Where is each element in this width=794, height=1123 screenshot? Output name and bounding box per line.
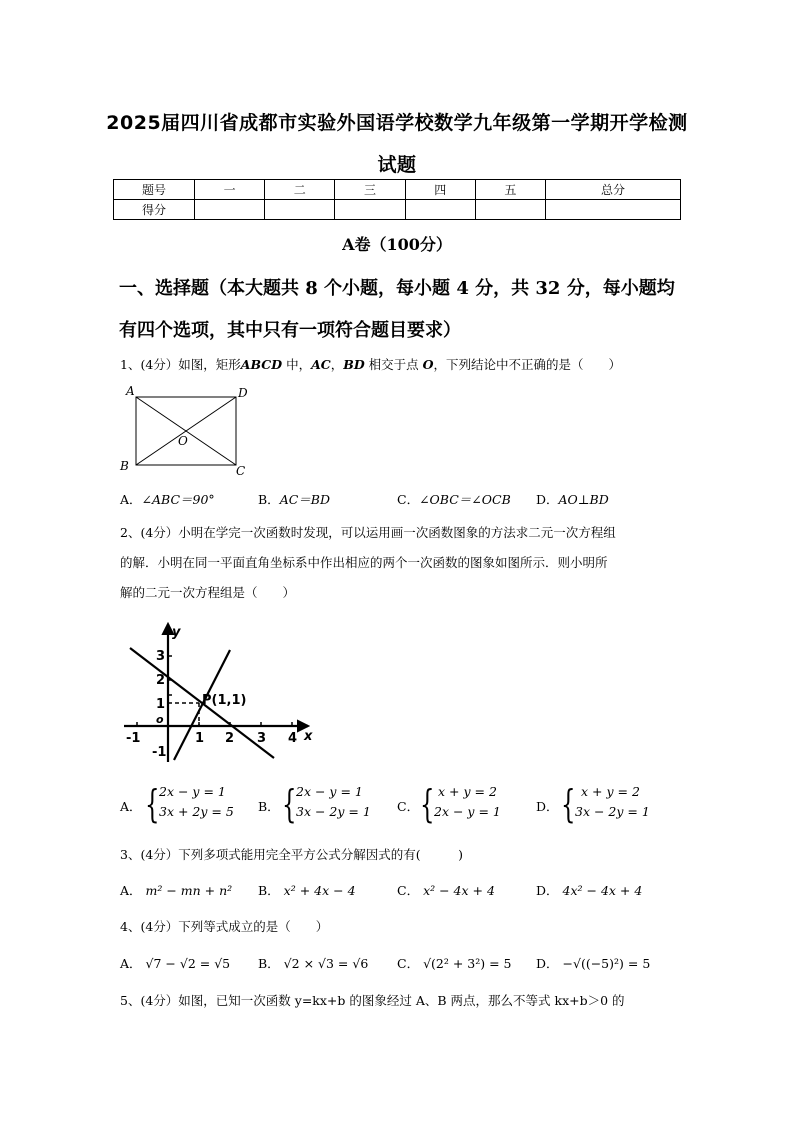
coordinate-graph (118, 620, 318, 770)
score-cell: 题号 (114, 180, 195, 200)
y-tick-neg1: -1 (152, 745, 167, 760)
q2-a-eq1: 2x − y = 1 (159, 784, 226, 799)
question-2-line3: 解的二元一次方程组是（ ） (120, 585, 296, 600)
question-2-line2: 的解．小明在同一平面直角坐标系中作出相应的两个一次函数的图象如图所示．则小明所 (120, 555, 608, 570)
q2-option-b-label[interactable]: B． (258, 799, 280, 814)
q2-option-a-label[interactable]: A． (120, 799, 142, 814)
q4-option-d-label: D． (536, 956, 559, 971)
question-5: 5、(4分）如图，已知一次函数 y=kx+b 的图象经过 A、B 两点，那么不等式 kx+b＞0 的 (120, 993, 625, 1008)
score-table-header-row (114, 180, 681, 200)
q1-bd: BD (343, 357, 365, 372)
score-input-cell[interactable] (265, 200, 335, 220)
section-a-heading: A卷（100分） (342, 235, 452, 254)
x-tick-neg1: -1 (126, 731, 141, 746)
page-title: 2025届四川省成都市实验外国语学校数学九年级第一学期开学检测 (106, 112, 688, 134)
q4-option-b-text: √2 × √3 = √6 (283, 956, 369, 971)
q2-c-eq1: x + y = 2 (438, 784, 497, 799)
x-tick-1: 1 (195, 731, 205, 746)
q1-option-a[interactable] (120, 490, 215, 508)
q1-option-c[interactable] (397, 490, 511, 508)
label-a: A (126, 384, 135, 398)
label-o: O (178, 434, 188, 448)
score-input-cell[interactable] (195, 200, 265, 220)
q4-option-a-text: √7 − √2 = √5 (145, 956, 231, 971)
q1-option-b[interactable] (258, 490, 330, 508)
x-tick-3: 3 (257, 731, 267, 746)
question-3: 3、(4分）下列多项式能用完全平方公式分解因式的有( ) (120, 847, 464, 862)
page-title-line2: 试题 (377, 154, 417, 176)
q1-prefix: 1、(4分）如图，矩形 (120, 357, 241, 372)
q3-option-b-label: B． (258, 883, 280, 898)
q2-option-c-label[interactable]: C． (397, 799, 420, 814)
q1-comma: ， (330, 357, 344, 372)
q3-option-a-label: A． (120, 883, 142, 898)
q3-option-c-text: x² − 4x + 4 (423, 883, 495, 898)
q4-option-d[interactable] (536, 954, 650, 972)
q3-option-a[interactable] (120, 881, 232, 899)
brace-icon: { (145, 782, 160, 826)
section1-heading-line2: 有四个选项，其中只有一项符合题目要求） (119, 320, 461, 341)
score-cell: 五 (475, 180, 545, 200)
question-1 (120, 355, 621, 373)
score-cell: 三 (335, 180, 405, 200)
label-c: C (236, 464, 246, 478)
q1-option-c-label: C． (397, 492, 420, 507)
q1-option-a-text: ∠ABC＝90° (141, 492, 215, 507)
q2-d-eq1: x + y = 2 (581, 784, 640, 799)
question-2-line1: 2、(4分）小明在学完一次函数时发现，可以运用画一次函数图象的方法求二元一次方程组 (120, 525, 616, 540)
q3-option-b-text: x² + 4x − 4 (283, 883, 356, 898)
question-4: 4、(4分）下列等式成立的是（ ） (120, 919, 329, 934)
q1-mid1: 中， (282, 357, 312, 372)
x-tick-4: 4 (288, 731, 298, 746)
q2-b-eq2: 3x − 2y = 1 (296, 804, 371, 819)
q4-option-d-text: −√((−5)²) = 5 (562, 956, 651, 971)
y-axis-label: y (172, 625, 181, 640)
q3-option-c[interactable] (397, 881, 495, 899)
q1-option-b-label: B． (258, 492, 280, 507)
score-cell: 四 (405, 180, 475, 200)
q1-abcd: ABCD (240, 357, 283, 372)
q1-mid2: 相交于点 (364, 357, 423, 372)
q3-option-a-text: m² − mn + n² (145, 883, 233, 898)
q1-option-d[interactable] (536, 490, 609, 508)
q3-option-d-text: 4x² − 4x + 4 (562, 883, 643, 898)
q1-option-d-text: AO⊥BD (558, 492, 609, 507)
score-cell: 得分 (114, 200, 195, 220)
brace-icon: { (282, 782, 297, 826)
q4-option-c[interactable] (397, 954, 512, 972)
q1-option-c-text: ∠OBC＝∠OCB (419, 492, 511, 507)
q4-option-c-label: C． (397, 956, 420, 971)
q1-o: O (422, 357, 434, 372)
label-b: B (120, 459, 129, 473)
q2-b-eq1: 2x − y = 1 (296, 784, 363, 799)
x-tick-2: 2 (225, 731, 235, 746)
q4-option-b-label: B． (258, 956, 280, 971)
score-cell: 一 (195, 180, 265, 200)
q1-ac: AC (311, 357, 331, 372)
q2-c-eq2: 2x − y = 1 (434, 804, 501, 819)
y-tick-2: 2 (156, 673, 166, 688)
q4-option-a[interactable] (120, 954, 230, 972)
x-axis-label: x (304, 729, 313, 744)
q3-option-d[interactable] (536, 881, 642, 899)
section1-heading: 一、选择题（本大题共 8 个小题，每小题 4 分，共 32 分，每小题均 (119, 278, 675, 299)
q1-option-b-text: AC＝BD (279, 492, 330, 507)
q2-option-d-label[interactable]: D． (536, 799, 559, 814)
score-cell: 总分 (546, 180, 681, 200)
q3-option-c-label: C． (397, 883, 420, 898)
q1-option-a-label: A． (120, 492, 142, 507)
label-d: D (238, 386, 248, 400)
q1-option-d-label: D． (536, 492, 559, 507)
q3-option-d-label: D． (536, 883, 559, 898)
q1-suffix: ，下列结论中不正确的是（ ） (433, 357, 622, 372)
q2-a-eq2: 3x + 2y = 5 (159, 804, 234, 819)
q3-option-b[interactable] (258, 881, 356, 899)
score-input-cell[interactable] (335, 200, 405, 220)
y-tick-1: 1 (156, 697, 166, 712)
score-input-cell[interactable] (546, 200, 681, 220)
score-table (113, 179, 681, 220)
score-input-cell[interactable] (475, 200, 545, 220)
q4-option-a-label: A． (120, 956, 142, 971)
brace-icon: { (561, 782, 576, 826)
q4-option-b[interactable] (258, 954, 368, 972)
y-tick-3: 3 (156, 649, 166, 664)
score-input-cell[interactable] (405, 200, 475, 220)
origin-label: o (156, 713, 164, 726)
brace-icon: { (420, 782, 435, 826)
score-cell: 二 (265, 180, 335, 200)
score-table-score-row (114, 200, 681, 220)
rectangle-figure (115, 381, 255, 479)
q4-option-c-text: √(2² + 3²) = 5 (423, 956, 512, 971)
q2-d-eq2: 3x − 2y = 1 (575, 804, 650, 819)
point-p-label: P(1,1) (202, 693, 247, 708)
